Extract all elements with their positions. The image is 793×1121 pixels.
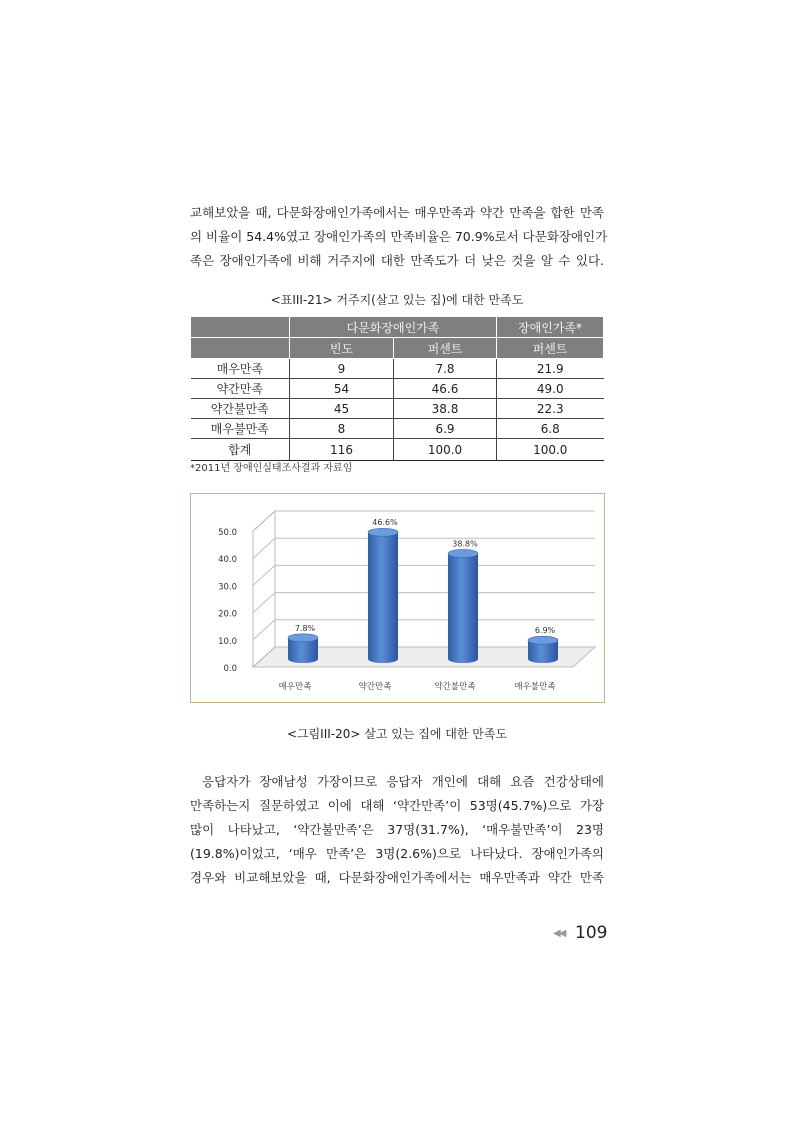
row-pct2: 22.3 <box>497 399 604 419</box>
row-freq: 54 <box>290 379 394 399</box>
table-header-freq: 빈도 <box>290 338 394 359</box>
paragraph-line: 만족하는지 질문하였고 이에 대해 ‘약간만족’이 53명(45.7%)으로 가장 <box>190 798 604 813</box>
row-freq: 9 <box>290 359 394 379</box>
table-row <box>191 359 604 379</box>
row-pct2: 49.0 <box>497 379 604 399</box>
paragraph-line: 응답자가 장애남성 가장이므로 응답자 개인에 대해 요즘 건강상태에 <box>202 774 604 789</box>
intro-paragraph <box>190 201 608 273</box>
table-header-group-1: 다문화장애인가족 <box>290 317 497 338</box>
figure-caption: <그림III-20> 살고 있는 집에 대한 만족도 <box>286 727 508 741</box>
row-label: 약간불만족 <box>191 399 290 419</box>
x-tick-label: 매우불만족 <box>514 682 556 692</box>
table-header-pct2: 퍼센트 <box>497 338 604 359</box>
y-tick-label: 40.0 <box>218 555 237 566</box>
bar-top <box>368 528 398 536</box>
bar-chart <box>191 494 604 702</box>
y-tick-label: 10.0 <box>218 636 237 647</box>
table-caption: <표III-21> 거주지(살고 있는 집)에 대한 만족도 <box>270 293 524 307</box>
total-freq: 116 <box>290 439 394 461</box>
table-group-header-row <box>191 317 604 338</box>
y-tick-label: 30.0 <box>218 582 237 593</box>
row-pct2: 21.9 <box>497 359 604 379</box>
table-header-empty <box>191 317 290 338</box>
row-pct: 6.9 <box>394 419 497 439</box>
table-total-row <box>191 439 604 461</box>
chart-side-wall <box>253 511 275 667</box>
data-label: 6.9% <box>534 626 556 636</box>
table-row <box>191 419 604 439</box>
paragraph-line: 의 비율이 54.4%였고 장애인가족의 만족비율은 70.9%로서 다문화장애인가 <box>190 229 608 244</box>
row-label: 매우만족 <box>191 359 290 379</box>
y-tick-label: 50.0 <box>218 528 237 538</box>
table-header-group-2: 장애인가족* <box>497 317 604 338</box>
total-pct2: 100.0 <box>497 439 604 461</box>
bar-top <box>288 634 318 642</box>
row-pct: 38.8 <box>394 399 497 419</box>
body-paragraph <box>190 770 604 890</box>
table-row <box>191 379 604 399</box>
paragraph-line: 경우와 비교해보았을 때, 다문화장애인가족에서는 매우만족과 약간 만족 <box>190 870 604 885</box>
bar-top <box>448 549 478 557</box>
bar-top <box>528 636 558 644</box>
bar <box>448 553 478 663</box>
row-pct: 7.8 <box>394 359 497 379</box>
satisfaction-table <box>190 316 604 461</box>
row-freq: 8 <box>290 419 394 439</box>
table-sub-header-row <box>191 338 604 359</box>
y-tick-label: 0.0 <box>223 664 237 674</box>
data-label: 46.6% <box>372 518 398 528</box>
row-freq: 45 <box>290 399 394 419</box>
page-arrows-icon: ◀◀ <box>553 928 565 939</box>
x-tick-label: 매우만족 <box>278 682 312 692</box>
x-tick-label: 약간만족 <box>358 682 392 692</box>
chart-frame <box>190 493 605 703</box>
data-label: 7.8% <box>294 623 316 633</box>
data-label: 38.8% <box>452 539 478 549</box>
table-row <box>191 399 604 419</box>
row-label: 약간만족 <box>191 379 290 399</box>
row-pct: 46.6 <box>394 379 497 399</box>
paragraph-line: 족은 장애인가족에 비해 거주지에 대한 만족도가 더 낮은 것을 알 수 있다. <box>190 253 604 268</box>
row-pct2: 6.8 <box>497 419 604 439</box>
paragraph-line: 많이 나타났고, ‘약간불만족’은 37명(31.7%), ‘매우불만족’이 23명 <box>190 822 604 837</box>
source-note: *2011년 장애인실태조사결과 자료임 <box>190 463 353 474</box>
table-header-empty <box>191 338 290 359</box>
page-number: 109 <box>575 923 608 943</box>
total-label: 합계 <box>191 439 290 461</box>
y-tick-label: 20.0 <box>218 609 237 620</box>
table-header-pct: 퍼센트 <box>394 338 497 359</box>
row-label: 매우불만족 <box>191 419 290 439</box>
x-tick-label: 약간불만족 <box>434 682 476 692</box>
paragraph-line: (19.8%)이었고, ‘매우 만족’은 3명(2.6%)으로 나타났다. 장애인가족의 <box>190 846 604 861</box>
total-pct: 100.0 <box>394 439 497 461</box>
paragraph-line: 교해보았을 때, 다문화장애인가족에서는 매우만족과 약간 만족을 합한 만족 <box>190 205 604 220</box>
bar <box>368 532 398 663</box>
